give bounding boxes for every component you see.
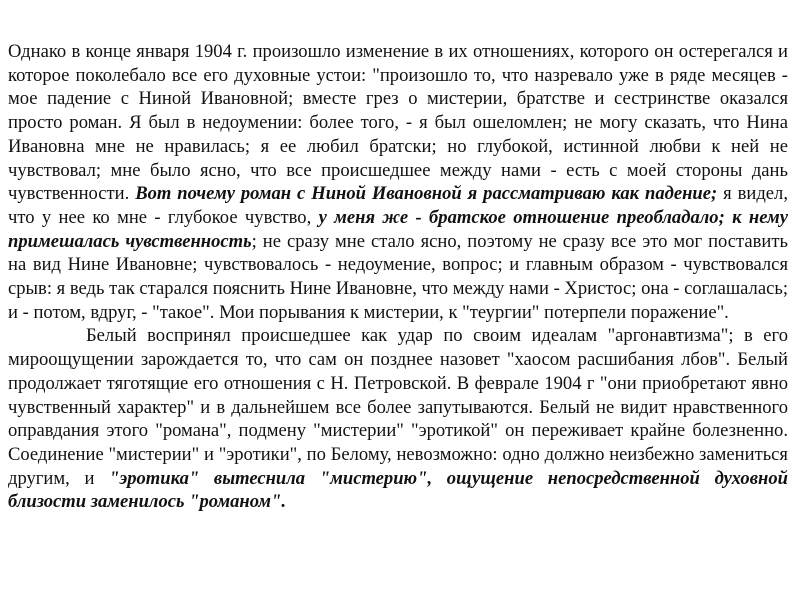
paragraph-1-emphasis-a: Вот почему роман с Ниной Ивановной я рассматриваю как падение; [135,183,718,205]
paragraph-1-emphasis-b: у меня же - братское отношение преобладало; к нему примешалась чувственность [8,206,788,252]
paragraph-2-text: Белый воспринял происшедшее как удар по своим идеалам "аргонавтизма"; в его мироощущении зарождается то, что сам он позднее назовет "хаосом расшибания лбов". Белый продолжает тяготящие его отношения с Н. Петровской. В феврале 1904 г "они приобретают явно чувственный характер" и в дальнейшем все более запутываются. Белый не видит нравственного оправдания этого "романа", подмену "мистерии" "эротикой" он переживает крайне болезненно. Соединение "мистерии" и "эротики", по Белому, невозможно: одно должно неизбежно замениться другим, и [8,325,788,489]
paragraph-2 [8,324,788,514]
paragraph-1-text-b: я видел, что у нее ко мне - глубокое чувство, [8,183,788,228]
slide-body [8,40,788,514]
paragraph-1-text-a: Однако в конце января 1904 г. произошло изменение в их отношениях, которого он остерегался и которое поколебало все его духовные устои: "произошло то, что назревало уже в ряде месяцев - мое падение с Ниной Ивановной; вместе грез о мистерии, братстве и сестринстве оказался просто роман. Я был в недоумении: более того, - я был ошеломлен; не могу сказать, что Нина Ивановна мне не нравилась; я ее любил братски; но глубокой, истинной любви к ней не чувствовал; мне было ясно, что все происшедшее между нами - есть с моей стороны дань чувственности. [8,41,788,205]
paragraph-1-text-c: ; не сразу мне стало ясно, поэтому не сразу все это мог поставить на вид Нине Ивановне; чувствовалось - недоумение, вопрос; и главным образом - чувствовался срыв: я ведь так старался пояснить Нине Ивановне, что между нами - Христос; она - соглашалась; и - потом, вдруг, - "такое". Мои порывания к мистерии, к "теургии" потерпели поражение". [8,230,788,323]
paragraph-1 [8,40,788,324]
paragraph-2-emphasis: "эротика" вытеснила "мистерию", ощущение непосредственной духовной близости заменилось "романом". [8,467,788,513]
